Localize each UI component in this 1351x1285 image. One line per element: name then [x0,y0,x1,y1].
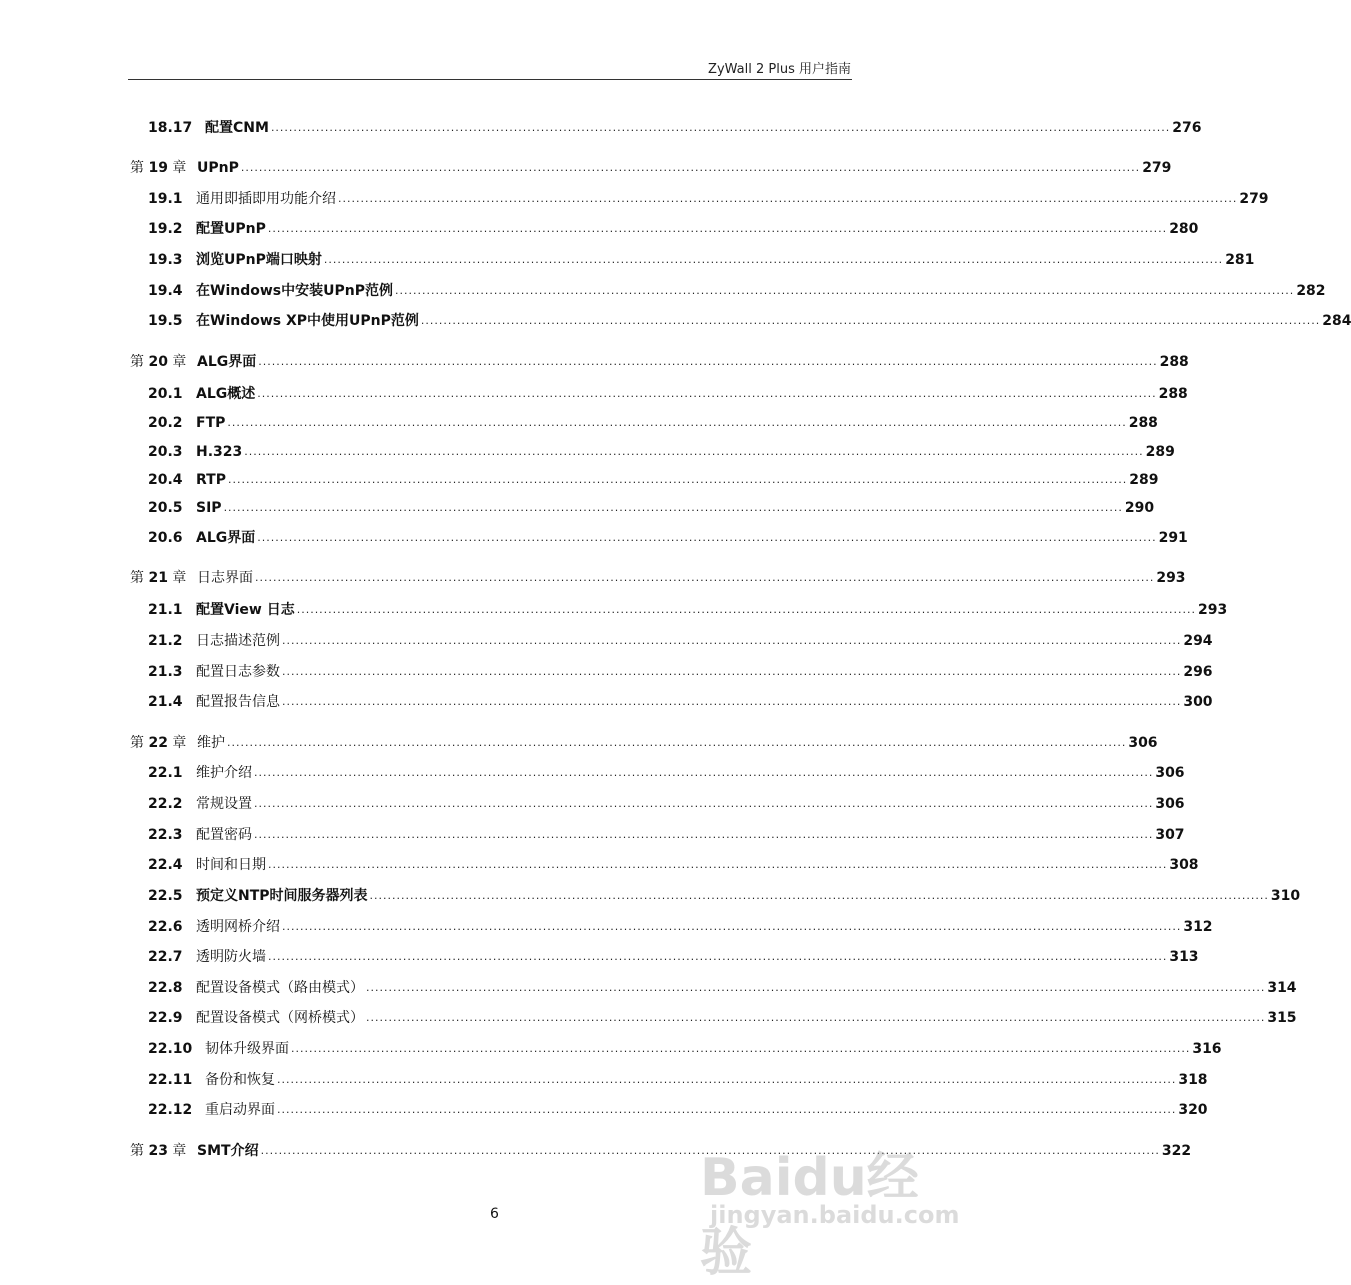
dot-leader: ........................................................................................................................................................................................................ [254,766,1154,779]
toc-section-number: 19.4 [148,283,183,299]
toc-title: 配置View 日志 [196,602,295,618]
toc-section-number: 22.1 [148,765,183,781]
toc-title: 预定义NTP时间服务器列表 [196,888,368,904]
toc-title: 韧体升级界面 [205,1041,289,1057]
toc-entry-22-6[interactable] [148,915,1213,939]
toc-title: 重启动界面 [205,1102,275,1118]
toc-entry-19-1[interactable] [148,187,1269,211]
toc-entry-20-6[interactable] [148,526,1188,550]
dot-leader: ........................................................................................................................................................................................................ [254,828,1154,841]
chapter-number: 23 [148,1143,168,1159]
dot-leader: ........................................................................................................................................................................................................ [255,571,1155,584]
chapter-prefix: 第 [130,570,144,586]
toc-title: ALG概述 [196,386,256,402]
toc-entry-22-9[interactable] [148,1006,1297,1030]
dot-leader: ........................................................................................................................................................................................................ [282,920,1182,933]
toc-entry-21-2[interactable] [148,629,1213,653]
toc-title: 备份和恢复 [205,1072,275,1088]
chapter-suffix: 章 [172,354,187,370]
toc-page-number: 291 [1158,530,1188,546]
dot-leader: ........................................................................................................................................................................................................ [296,603,1197,616]
dot-leader: ........................................................................................................................................................................................................ [254,797,1154,810]
chapter-number: 19 [148,160,168,176]
toc-page-number: 318 [1178,1072,1208,1088]
toc-entry-22-8[interactable] [148,976,1297,1000]
toc-section-number: 22.3 [148,827,183,843]
toc-title: 日志界面 [197,570,253,586]
toc-section-number: 22.2 [148,796,183,812]
dot-leader: ........................................................................................................................................................................................................ [282,634,1182,647]
toc-title: 在Windows XP中使用UPnP范例 [196,313,419,329]
toc-page-number: 282 [1296,283,1326,299]
toc-entry-21-3[interactable] [148,660,1213,684]
toc-page-number: 288 [1158,386,1188,402]
toc-page-number: 300 [1183,694,1213,710]
toc-chapter-number [130,1139,197,1163]
toc-entry-22-2[interactable] [148,792,1185,816]
toc-page-number: 315 [1267,1010,1297,1026]
toc-title: RTP [196,472,226,488]
dot-leader: ........................................................................................................................................................................................................ [270,121,1171,134]
toc-chapter-number [130,566,197,590]
toc-section-number: 21.3 [148,664,183,680]
toc-title: FTP [196,415,226,431]
toc-title: 维护 [197,735,225,751]
dot-leader: ........................................................................................................................................................................................................ [366,1011,1266,1024]
dot-leader: ........................................................................................................................................................................................................ [268,858,1168,871]
toc-title: 配置报告信息 [196,694,280,710]
chapter-prefix: 第 [130,735,144,751]
toc-section-number: 19.3 [148,252,183,268]
dot-leader: ........................................................................................................................................................................................................ [227,473,1128,486]
toc-title: 配置日志参数 [196,664,280,680]
toc-page-number: 293 [1198,602,1228,618]
toc-chapter-number [130,156,197,180]
dot-leader: ........................................................................................................................................................................................................ [369,889,1269,902]
toc-entry-20-4[interactable] [148,468,1159,492]
toc-section-number: 22.9 [148,1010,183,1026]
toc-entry-19-2[interactable] [148,217,1199,241]
dot-leader: ........................................................................................................................................................................................................ [291,1042,1191,1055]
dot-leader: ........................................................................................................................................................................................................ [260,1144,1160,1157]
toc-section-number: 20.4 [148,472,183,488]
chapter-number: 22 [148,735,168,751]
toc-entry-22-3[interactable] [148,823,1185,847]
toc-section-number: 19.1 [148,191,183,207]
toc-section-number: 20.2 [148,415,183,431]
toc-page-number: 322 [1161,1143,1192,1159]
toc-section-number: 22.12 [148,1102,193,1118]
toc-entry-21-4[interactable] [148,690,1213,714]
toc-page-number: 279 [1142,160,1172,176]
toc-section-number: 18.17 [148,120,193,136]
dot-leader: ........................................................................................................................................................................................................ [257,531,1157,544]
dot-leader: ........................................................................................................................................................................................................ [282,695,1182,708]
toc-page-number: 293 [1156,570,1186,586]
dot-leader: ........................................................................................................................................................................................................ [258,355,1158,368]
toc-entry-22[interactable] [130,731,1158,755]
chapter-prefix: 第 [130,160,144,176]
toc-title: H.323 [196,444,243,460]
toc-page-number: 307 [1155,827,1185,843]
toc-section-number: 20.1 [148,386,183,402]
chapter-suffix: 章 [172,160,187,176]
toc-page-number: 306 [1128,735,1158,751]
toc-page-number: 290 [1124,500,1155,516]
toc-entry-22-12[interactable] [148,1098,1208,1122]
toc-entry-22-11[interactable] [148,1068,1208,1092]
toc-entry-20-5[interactable] [148,496,1155,520]
chapter-number: 21 [148,570,168,586]
toc-page-number: 314 [1267,980,1297,996]
toc-page-number: 306 [1155,765,1185,781]
toc-page-number: 289 [1145,444,1175,460]
chapter-suffix: 章 [172,570,187,586]
toc-page-number: 306 [1155,796,1185,812]
dot-leader: ........................................................................................................................................................................................................ [268,950,1168,963]
chapter-number: 20 [148,354,168,370]
toc-title: 配置设备模式（路由模式） [196,980,364,996]
toc-entry-20-2[interactable] [148,411,1158,435]
dot-leader: ........................................................................................................................................................................................................ [338,192,1238,205]
toc-chapter-number [130,731,197,755]
toc-entry-20[interactable] [130,350,1189,374]
toc-title: UPnP [197,160,239,176]
toc-section-number: 22.6 [148,919,183,935]
toc-section-number: 21.2 [148,633,183,649]
toc-entry-19-4[interactable] [148,279,1326,303]
toc-title: 配置设备模式（网桥模式） [196,1010,364,1026]
toc-title: 浏览UPnP端口映射 [196,252,322,268]
dot-leader: ........................................................................................................................................................................................................ [323,253,1224,266]
toc-entry-18-17[interactable] [148,116,1202,140]
dot-leader: ........................................................................................................................................................................................................ [277,1103,1177,1116]
toc-entry-22-7[interactable] [148,945,1199,969]
toc-title: 通用即插即用功能介绍 [196,191,336,207]
toc-title: 常规设置 [196,796,252,812]
toc-entry-22-5[interactable] [148,884,1301,908]
toc-section-number: 20.3 [148,444,183,460]
toc-page-number: 284 [1322,313,1351,329]
toc-title: SMT介绍 [197,1143,259,1159]
toc-entry-19[interactable] [130,156,1172,180]
dot-leader: ........................................................................................................................................................................................................ [227,416,1127,429]
toc-entry-22-1[interactable] [148,761,1185,785]
toc-section-number: 21.1 [148,602,183,618]
toc-title: 透明防火墙 [196,949,266,965]
toc-title: 透明网桥介绍 [196,919,280,935]
running-header-title: ZyWall 2 Plus 用户指南 [708,62,851,77]
toc-page-number: 296 [1183,664,1213,680]
toc-title: 日志描述范例 [196,633,280,649]
chapter-prefix: 第 [130,1143,144,1159]
dot-leader: ........................................................................................................................................................................................................ [282,665,1182,678]
toc-page-number: 279 [1239,191,1269,207]
toc-section-number: 20.6 [148,530,183,546]
toc-entry-21[interactable] [130,566,1186,590]
toc-title: 配置CNM [205,120,269,136]
toc-title: SIP [196,500,222,516]
chapter-prefix: 第 [130,354,144,370]
toc-page-number: 310 [1270,888,1301,904]
dot-leader: ........................................................................................................................................................................................................ [227,736,1127,749]
dot-leader: ........................................................................................................................................................................................................ [267,222,1168,235]
dot-leader: ........................................................................................................................................................................................................ [420,314,1321,327]
toc-section-number: 22.10 [148,1041,193,1057]
toc-title: 时间和日期 [196,857,266,873]
toc-entry-22-4[interactable] [148,853,1199,877]
toc-entry-20-1[interactable] [148,382,1188,406]
toc-title: ALG界面 [197,354,257,370]
dot-leader: ........................................................................................................................................................................................................ [257,387,1157,400]
toc-page-number: 281 [1225,252,1255,268]
watermark-url: jingyan.baidu.com [710,1201,960,1229]
toc-page-number: 288 [1159,354,1189,370]
toc-page-number: 288 [1128,415,1158,431]
dot-leader: ........................................................................................................................................................................................................ [277,1073,1177,1086]
toc-page-number: 308 [1169,857,1199,873]
toc-entry-19-5[interactable] [148,309,1351,333]
dot-leader: ........................................................................................................................................................................................................ [244,445,1144,458]
toc-entry-20-3[interactable] [148,440,1175,464]
dot-leader: ........................................................................................................................................................................................................ [240,161,1141,174]
toc-page-number: 313 [1169,949,1199,965]
toc-section-number: 22.5 [148,888,183,904]
toc-page-number: 312 [1183,919,1213,935]
dot-leader: ........................................................................................................................................................................................................ [394,284,1295,297]
watermark-logo: Baidu经验 [700,1148,919,1283]
toc-title: 配置密码 [196,827,252,843]
dot-leader: ........................................................................................................................................................................................................ [366,981,1266,994]
header-rule [128,79,852,80]
toc-title: ALG界面 [196,530,256,546]
toc-page-number: 316 [1192,1041,1222,1057]
toc-section-number: 19.2 [148,221,183,237]
toc-entry-21-1[interactable] [148,598,1228,622]
toc-section-number: 22.11 [148,1072,193,1088]
toc-chapter-number [130,350,197,374]
toc-title: 在Windows中安装UPnP范例 [196,283,393,299]
toc-page-number: 276 [1172,120,1202,136]
toc-entry-22-10[interactable] [148,1037,1222,1061]
toc-page-number: 280 [1169,221,1199,237]
toc-section-number: 21.4 [148,694,183,710]
dot-leader: ........................................................................................................................................................................................................ [223,501,1123,514]
page-number: 6 [490,1206,499,1222]
toc-title: 维护介绍 [196,765,252,781]
chapter-suffix: 章 [172,735,187,751]
chapter-suffix: 章 [172,1143,187,1159]
toc-page-number: 294 [1183,633,1213,649]
toc-section-number: 22.4 [148,857,183,873]
toc-section-number: 22.8 [148,980,183,996]
toc-page-number: 320 [1178,1102,1208,1118]
toc-title: 配置UPnP [196,221,266,237]
toc-section-number: 19.5 [148,313,183,329]
toc-section-number: 20.5 [148,500,183,516]
watermark [700,1135,960,1283]
toc-page-number: 289 [1129,472,1159,488]
toc-entry-19-3[interactable] [148,248,1255,272]
toc-section-number: 22.7 [148,949,183,965]
